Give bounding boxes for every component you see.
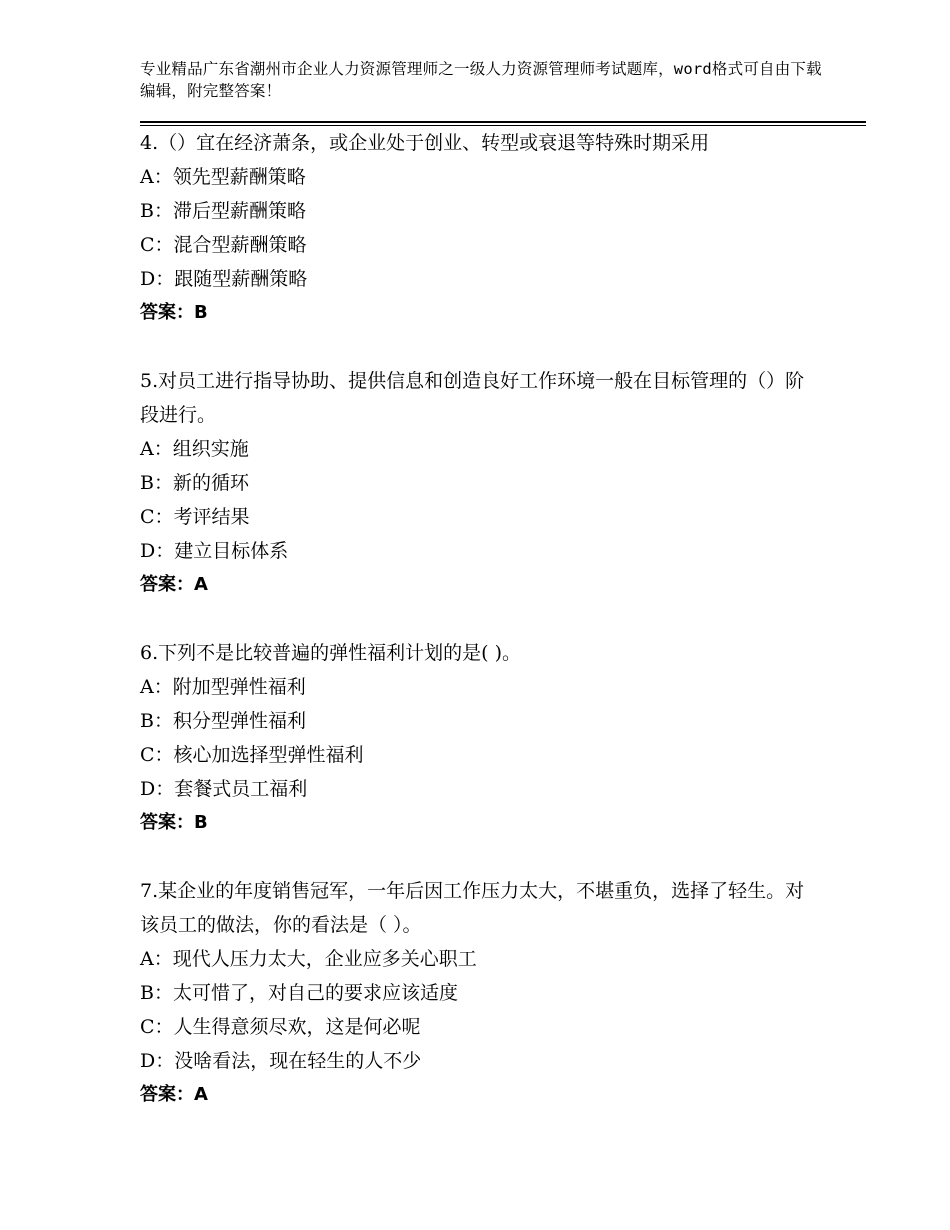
option-d: D：套餐式员工福利 [140,778,308,800]
option-a: A：组织实施 [140,438,249,460]
option-d: D：跟随型薪酬策略 [140,268,308,290]
question-item [140,874,820,1112]
option-d: D：没啥看法，现在轻生的人不少 [140,1050,422,1072]
option-c: C：人生得意须尽欢，这是何必呢 [140,1016,421,1038]
question-stem: 4.（）宜在经济萧条，或企业处于创业、转型或衰退等特殊时期采用 [140,132,710,154]
option-a: A：现代人压力太大，企业应多关心职工 [140,948,477,970]
option-b: B：滞后型薪酬策略 [140,200,306,222]
question-stem: 6.下列不是比较普遍的弹性福利计划的是( )。 [140,642,521,664]
header-rule-thick [140,121,866,123]
answer-label: 答案：A [140,1084,208,1105]
option-c: C：混合型薪酬策略 [140,234,307,256]
question-item [140,364,820,602]
answer-label: 答案：B [140,302,208,323]
option-b: B：积分型弹性福利 [140,710,306,732]
question-item [140,126,820,330]
document-header: 专业精品广东省潮州市企业人力资源管理师之一级人力资源管理师考试题库，word格式可自由下载编辑，附完整答案！ [140,60,822,100]
option-a: A：附加型弹性福利 [140,676,306,698]
answer-label: 答案：B [140,812,208,833]
question-stem: 5.对员工进行指导协助、提供信息和创造良好工作环境一般在目标管理的（）阶段进行。 [140,370,805,426]
option-b: B：太可惜了，对自己的要求应该适度 [140,982,458,1004]
answer-label: 答案：A [140,574,208,595]
question-item [140,636,820,840]
question-list [140,126,820,1112]
option-d: D：建立目标体系 [140,540,289,562]
option-c: C：考评结果 [140,506,250,528]
option-a: A：领先型薪酬策略 [140,166,306,188]
option-b: B：新的循环 [140,472,249,494]
option-c: C：核心加选择型弹性福利 [140,744,364,766]
question-stem: 7.某企业的年度销售冠军，一年后因工作压力太大，不堪重负，选择了轻生。对该员工的做法，你的看法是（ ）。 [140,880,805,936]
